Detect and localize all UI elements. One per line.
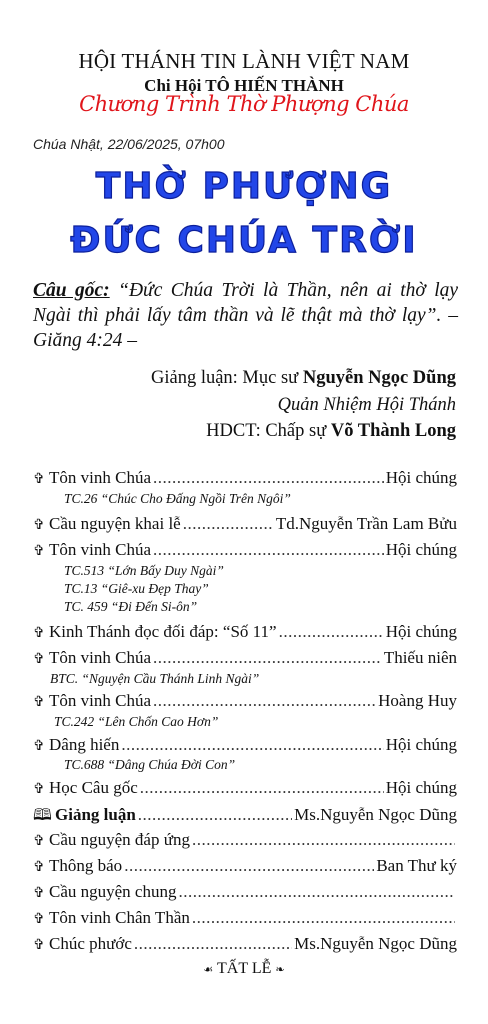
leader-dots	[183, 514, 274, 534]
leader-dots	[153, 648, 382, 668]
leader-dots	[138, 805, 292, 825]
cross-icon: ✞	[33, 626, 45, 641]
song-reference: TC.513 “Lớn Bấy Duy Ngài”	[64, 563, 224, 578]
order-item	[33, 830, 457, 850]
order-item-leader: Ms.Nguyễn Ngọc Dũng	[294, 805, 457, 824]
order-item-leader: Ms.Nguyễn Ngọc Dũng	[294, 934, 457, 953]
order-item-label: Tôn vinh Chúa	[49, 468, 151, 487]
order-item-label: Chúc phước	[49, 934, 132, 953]
cross-icon: ✞	[33, 860, 45, 875]
book-icon: 🕮	[33, 807, 52, 824]
song-reference: TC.242 “Lên Chốn Cao Hơn”	[54, 714, 219, 729]
order-item-label: Kinh Thánh đọc đối đáp: “Số 11”	[49, 622, 277, 641]
key-verse-text: “Đức Chúa Trời là Thần, nên ai thờ lạy Ngài thì phải lấy tâm thần và lẽ thật mà thờ lạy”. – Giăng 4:24 –	[33, 280, 459, 351]
order-item	[33, 622, 457, 642]
order-item-label: Cầu nguyện đáp ứng	[49, 830, 190, 849]
organization-name: HỘI THÁNH TIN LÀNH VIỆT NAM	[78, 49, 410, 73]
program-title: Chương Trình Thờ Phượng Chúa	[79, 92, 409, 116]
preacher-role: Quản Nhiệm Hội Thánh	[277, 395, 456, 415]
key-verse-label: Câu gốc:	[33, 280, 110, 301]
order-item-leader: Hoàng Huy	[378, 691, 457, 710]
order-item-label: Học Câu gốc	[49, 778, 138, 797]
order-item-label: Tôn vinh Chúa	[49, 691, 151, 710]
leader-dots	[192, 830, 455, 850]
leader-dots	[124, 856, 374, 876]
key-verse	[33, 278, 458, 353]
order-item-label: Tôn vinh Chân Thần	[49, 908, 190, 927]
leader-dots	[178, 882, 455, 902]
song-reference: TC.688 “Dâng Chúa Đời Con”	[64, 757, 236, 772]
leader-dots	[153, 691, 376, 711]
order-item	[33, 468, 457, 488]
cross-icon: ✞	[33, 912, 45, 927]
order-item-leader: Hội chúng	[385, 622, 457, 641]
cross-icon: ✞	[33, 782, 45, 797]
cross-icon: ✞	[33, 472, 45, 487]
order-item	[33, 908, 457, 928]
song-reference: BTC. “Nguyện Cầu Thánh Linh Ngài”	[50, 671, 260, 686]
leader-dots	[192, 908, 455, 928]
order-item	[33, 934, 457, 954]
song-reference: TC.13 “Giê-xu Đẹp Thay”	[64, 581, 209, 596]
order-item-leader: Ban Thư ký	[376, 856, 457, 875]
leader-dots	[134, 934, 292, 954]
host-name: Võ Thành Long	[330, 421, 456, 441]
preacher-prefix: Giảng luận: Mục sư	[150, 368, 303, 388]
order-item	[33, 514, 457, 534]
preacher-line	[151, 368, 456, 389]
order-item-label: Cầu nguyện khai lễ	[49, 514, 181, 533]
title-line-1: THỜ PHƯỢNG	[95, 166, 393, 207]
order-item-leader: Hội chúng	[385, 468, 457, 487]
order-item-leader: Hội chúng	[385, 778, 457, 797]
order-item	[33, 778, 457, 798]
order-item-leader: Td.Nguyễn Trần Lam Bửu	[275, 514, 457, 533]
cross-icon: ✞	[33, 834, 45, 849]
order-item-leader: Hội chúng	[385, 540, 457, 559]
service-date: Chúa Nhật, 22/06/2025, 07h00	[33, 136, 225, 152]
order-item	[33, 691, 457, 711]
host-prefix: HDCT: Chấp sự	[206, 421, 331, 441]
preacher-name: Nguyễn Ngọc Dũng	[302, 368, 456, 388]
leader-dots	[153, 468, 384, 488]
order-item	[33, 540, 457, 560]
closing-text: TẤT LỄ	[217, 960, 272, 977]
order-item-label: Giảng luận	[55, 805, 136, 824]
cross-icon: ✞	[33, 518, 45, 533]
order-item-label: Cầu nguyện chung	[49, 882, 177, 901]
leader-dots	[153, 540, 384, 560]
leader-dots	[279, 622, 384, 642]
order-item-leader: Hội chúng	[385, 735, 457, 754]
branch-name: Chi Hội TÔ HIẾN THÀNH	[144, 76, 344, 95]
cross-icon: ✞	[33, 739, 45, 754]
cross-icon: ✞	[33, 652, 45, 667]
leader-dots	[121, 735, 383, 755]
cross-icon: ✞	[33, 695, 45, 710]
song-reference: TC. 459 “Đi Đến Si-ôn”	[64, 599, 198, 614]
order-item	[33, 735, 457, 755]
order-item-leader: Thiếu niên	[383, 648, 457, 667]
cross-icon: ✞	[33, 886, 45, 901]
order-item-label: Tôn vinh Chúa	[49, 648, 151, 667]
ornament-right-icon: ❧	[275, 964, 285, 976]
song-reference: TC.26 “Chúc Cho Đấng Ngồi Trên Ngôi”	[64, 491, 291, 506]
order-item-label: Tôn vinh Chúa	[49, 540, 151, 559]
order-item-label: Dâng hiến	[49, 735, 120, 754]
cross-icon: ✞	[33, 544, 45, 559]
leader-dots	[140, 778, 384, 798]
order-item-label: Thông báo	[49, 856, 123, 875]
closing	[0, 960, 488, 978]
cross-icon: ✞	[33, 938, 45, 953]
title-line-2: ĐỨC CHÚA TRỜI	[70, 220, 418, 261]
ornament-left-icon: ☙	[203, 964, 214, 976]
host-line	[206, 421, 456, 442]
order-item	[33, 804, 457, 831]
order-item	[33, 856, 457, 876]
order-item	[33, 648, 457, 668]
order-item	[33, 882, 457, 902]
